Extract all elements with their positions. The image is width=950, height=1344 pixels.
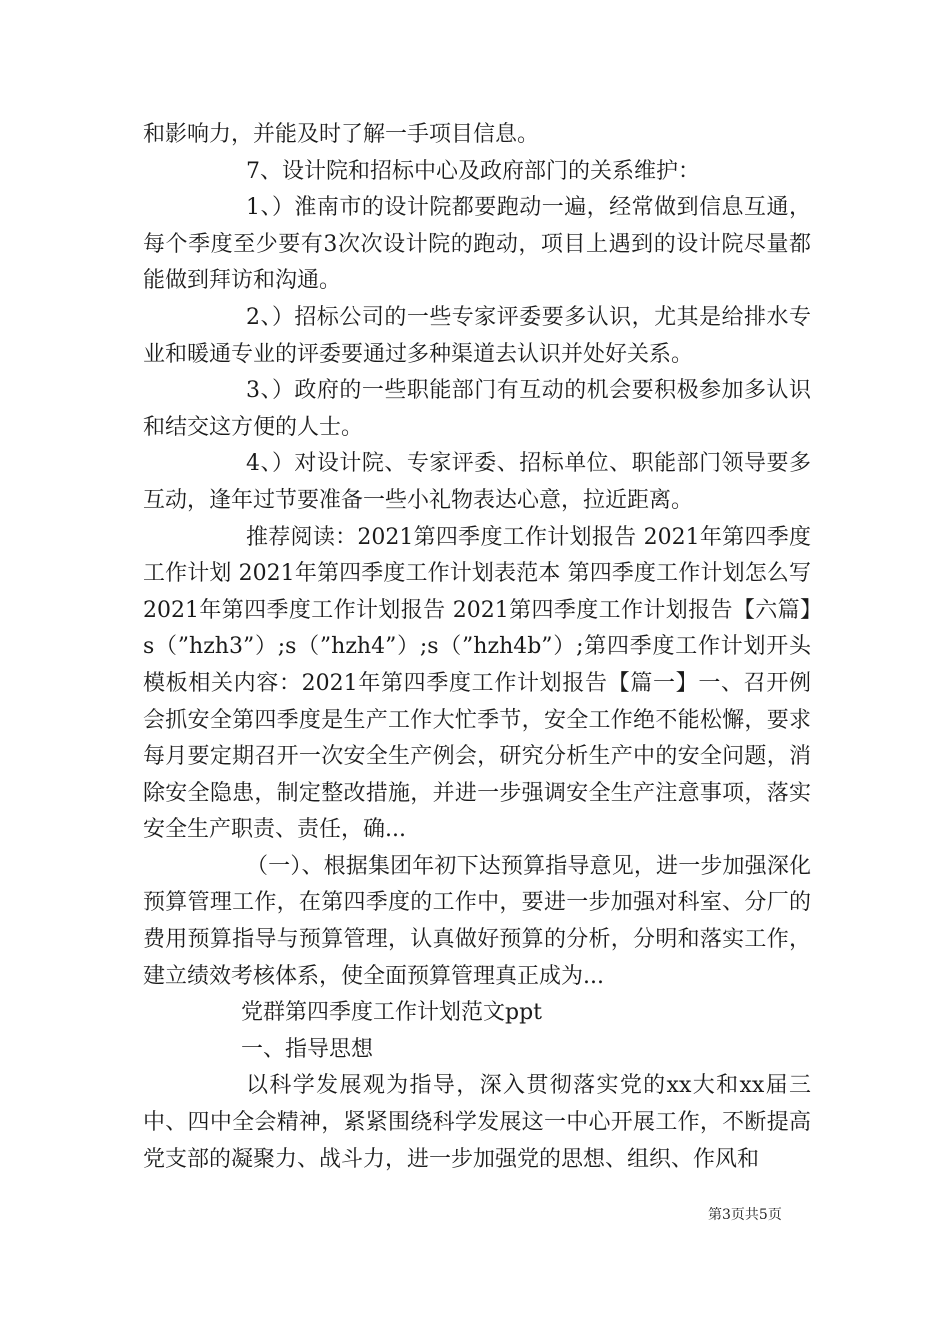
recommended-reading: 推荐阅读：2021第四季度工作计划报告 2021年第四季度工作计划 2021年第四季度工作计划表范本 第四季度工作计划怎么写 2021年第四季度工作计划报告 2021第四季度工作计划报告【六篇】s（”hzh3”）;s（”hzh4”）;s（”hzh4b”）;第四季度工作计划开头模板相关内容：2021年第四季度工作计划报告【篇一】一、召开例会抓安全第四季度是生产工作大忙季节，安全工作绝不能松懈，要求每月要定期召开一次安全生产例会，研究分析生产中的安全问题，消除安全隐患，制定整改措施，并进一步强调安全生产注意事项，落实安全生产职责、责任，确... bbox=[143, 524, 811, 843]
paragraph-item-3: 3、）政府的一些职能部门有互动的机会要积极参加多认识和结交这方便的人士。 bbox=[143, 378, 811, 440]
paragraph-continuation: 和影响力，并能及时了解一手项目信息。 bbox=[143, 122, 540, 147]
section-heading-guiding-thought: 一、指导思想 bbox=[241, 1036, 374, 1062]
subtitle-party-plan: 党群第四季度工作计划范文ppt bbox=[241, 1000, 543, 1026]
paragraph-item-4: 4、）对设计院、专家评委、招标单位、职能部门领导要多互动，逢年过节要准备一些小礼物表达心意，拉近距离。 bbox=[143, 451, 811, 513]
section-heading-7: 7、设计院和招标中心及政府部门的关系维护： bbox=[246, 158, 700, 184]
paragraph-budget: （一）、根据集团年初下达预算指导意见，进一步加强深化预算管理工作，在第四季度的工作中，要进一步加强对科室、分厂的费用预算指导与预算管理，认真做好预算的分析，分明和落实工作，建立绩效考核体系，使全面预算管理真正成为... bbox=[143, 853, 811, 989]
paragraph-guiding-thought: 以科学发展观为指导，深入贯彻落实党的xx大和xx届三中、四中全会精神，紧紧围绕科学发展这一中心开展工作，不断提高党支部的凝聚力、战斗力，进一步加强党的思想、组织、作风和 bbox=[143, 1073, 811, 1172]
paragraph-item-1: 1、）淮南市的设计院都要跑动一遍，经常做到信息互通，每个季度至少要有3次次设计院的跑动，项目上遇到的设计院尽量都能做到拜访和沟通。 bbox=[143, 195, 811, 294]
paragraph-item-2: 2、）招标公司的一些专家评委要多认识，尤其是给排水专业和暖通专业的评委要通过多种渠道去认识并处好关系。 bbox=[143, 304, 811, 367]
document-body bbox=[143, 117, 811, 1178]
page-number: 第3页共5页 bbox=[708, 1207, 782, 1223]
